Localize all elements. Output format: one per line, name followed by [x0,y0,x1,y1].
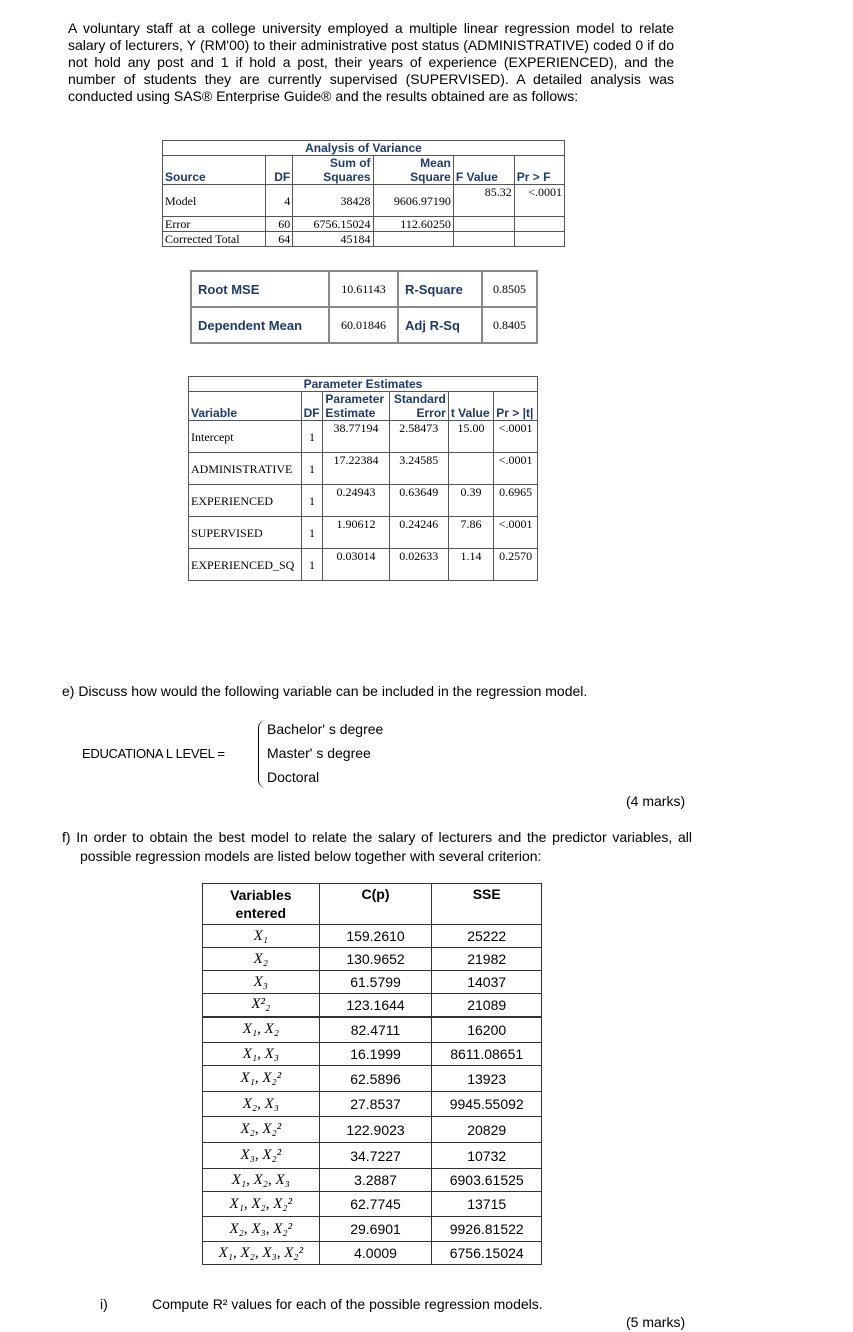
table-row [203,1143,542,1169]
criteria-table [202,883,542,1265]
intro-paragraph: A voluntary staff at a college university employed a multiple linear regression model to relate salary of lecturers, Y (RM'00) to their administrative post status (ADMINISTRATIVE) coded 0 if do not hold any post and 1 if hold a post, their years of experience (EXPERIENCED), and the number of students they are currently supervised (SUPERVISED). A detailed analysis was conducted using SAS® Enterprise Guide® and the results obtained are as follows: [68,20,674,104]
table-cell: Error [163,217,266,232]
table-cell: X₁, X₂, X₃, X₂² [203,1242,320,1265]
table-cell: 61.5799 [319,971,432,994]
table-cell: 9606.97190 [373,185,453,217]
table-cell: 1 [301,517,323,549]
table-cell: 38.77194 [323,421,389,453]
table-cell [453,232,514,247]
table-cell: 4.0009 [319,1242,432,1265]
table-cell: 34.7227 [319,1143,432,1169]
table-cell: X₁, X₃ [203,1043,320,1066]
table-row [203,1192,542,1217]
table-cell: 60 [266,217,293,232]
educational-level-label: EDUCATIONA L LEVEL = [82,746,225,761]
table-cell: 10732 [432,1143,542,1169]
parameter-estimates-table [188,376,538,581]
param-title: Parameter Estimates [189,377,538,392]
question-i: Compute R² values for each of the possible regression models. [152,1296,543,1312]
table-cell: <.0001 [494,421,538,453]
dep-mean-value: 60.01846 [329,307,398,343]
table-cell: 9926.81522 [432,1217,542,1242]
table-row [203,1043,542,1066]
table-row [203,1242,542,1265]
table-cell: X₂, X₃, X₂² [203,1217,320,1242]
table-cell: 16.1999 [319,1043,432,1066]
table-cell: 13715 [432,1192,542,1217]
option-master: Master' s degree [267,745,371,761]
criteria-table-body [203,925,542,1265]
table-cell: X₁, X₂ [203,1017,320,1043]
table-row [203,971,542,994]
table-cell: X₁ [203,925,320,948]
table-cell: 25222 [432,925,542,948]
table-cell [373,232,453,247]
anova-table [162,140,565,247]
table-cell: 0.03014 [323,549,389,581]
root-mse-label: Root MSE [191,271,329,307]
table-cell: 0.39 [448,485,493,517]
table-row [203,1092,542,1117]
rsq-value: 0.8505 [482,271,537,307]
table-row [203,1117,542,1143]
header-variables: Variables entered [203,884,320,925]
table-cell [453,217,514,232]
table-cell [514,232,564,247]
table-cell: 7.86 [448,517,493,549]
table-cell: 29.6901 [319,1217,432,1242]
table-cell: X₂, X₂² [203,1117,320,1143]
table-cell: 122.9023 [319,1117,432,1143]
rsq-label: R-Square [398,271,482,307]
table-cell: 130.9652 [319,948,432,971]
table-cell: 82.4711 [319,1017,432,1043]
adj-rsq-label: Adj R-Sq [398,307,482,343]
table-cell: ADMINISTRATIVE [189,453,302,485]
adj-rsq-value: 0.8405 [482,307,537,343]
table-cell: Model [163,185,266,217]
table-cell: 27.8537 [319,1092,432,1117]
table-cell: 112.60250 [373,217,453,232]
table-cell: 21089 [432,994,542,1017]
table-row [203,1217,542,1242]
anova-header-ms: Mean Square [373,156,453,185]
table-cell: <.0001 [494,517,538,549]
marks-i: (5 marks) [626,1314,686,1330]
param-header-p: Pr > |t| [494,392,538,421]
table-cell: X₁, X₂² [203,1066,320,1092]
table-cell: 8611.08651 [432,1043,542,1066]
table-cell: 13923 [432,1066,542,1092]
param-header-se: Standard Error [389,392,448,421]
header-cp: C(p) [319,884,432,925]
marks-e: (4 marks) [626,793,686,809]
option-bachelor: Bachelor' s degree [267,721,384,737]
table-cell: 9945.55092 [432,1092,542,1117]
table-cell: 45184 [293,232,373,247]
table-cell: 0.6965 [494,485,538,517]
root-mse-value: 10.61143 [329,271,398,307]
question-e: e) Discuss how would the following variable can be included in the regression model. [62,683,588,699]
table-cell: 1 [301,485,323,517]
table-cell: 38428 [293,185,373,217]
dep-mean-label: Dependent Mean [191,307,329,343]
table-cell: <.0001 [514,185,564,217]
table-cell: 6756.15024 [293,217,373,232]
table-cell: 123.1644 [319,994,432,1017]
table-cell: 64 [266,232,293,247]
anova-header-df: DF [266,156,293,185]
table-cell: 4 [266,185,293,217]
table-row [203,1169,542,1192]
table-cell: Intercept [189,421,302,453]
table-cell: Corrected Total [163,232,266,247]
anova-header-source: Source [163,156,266,185]
param-header-df: DF [301,392,323,421]
table-cell: 1.90612 [323,517,389,549]
table-cell: 0.63649 [389,485,448,517]
table-cell: EXPERIENCED_SQ [189,549,302,581]
table-cell: 2.58473 [389,421,448,453]
table-cell [448,453,493,485]
table-cell: X₃ [203,971,320,994]
table-cell [514,217,564,232]
option-doctoral: Doctoral [267,769,320,785]
table-cell: X₃, X₂² [203,1143,320,1169]
table-cell: 159.2610 [319,925,432,948]
table-row [203,925,542,948]
table-cell: 15.00 [448,421,493,453]
param-header-estimate: Parameter Estimate [323,392,389,421]
table-cell: 62.5896 [319,1066,432,1092]
table-cell: 0.24943 [323,485,389,517]
options-brace [258,720,267,788]
table-cell: 16200 [432,1017,542,1043]
table-row [203,1017,542,1043]
table-cell: 0.24246 [389,517,448,549]
table-cell: X²₂ [203,994,320,1017]
question-i-number: i) [100,1296,108,1312]
table-cell: 1 [301,549,323,581]
table-cell: 1 [301,453,323,485]
anova-header-ss: Sum of Squares [293,156,373,185]
table-cell: 0.02633 [389,549,448,581]
table-cell: SUPERVISED [189,517,302,549]
anova-header-f: F Value [453,156,514,185]
table-cell: 85.32 [453,185,514,217]
table-cell: 17.22384 [323,453,389,485]
table-cell: 6756.15024 [432,1242,542,1265]
table-cell: 0.2570 [494,549,538,581]
table-cell: <.0001 [494,453,538,485]
table-row [203,994,542,1017]
table-cell: EXPERIENCED [189,485,302,517]
anova-title: Analysis of Variance [163,141,565,156]
table-cell: 1.14 [448,549,493,581]
table-row [203,1066,542,1092]
fit-statistics-table [190,270,538,344]
table-cell: X₁, X₂, X₂² [203,1192,320,1217]
anova-header-p: Pr > F [514,156,564,185]
table-row [203,948,542,971]
table-cell: X₂ [203,948,320,971]
table-cell: 6903.61525 [432,1169,542,1192]
param-header-variable: Variable [189,392,302,421]
header-sse: SSE [432,884,542,925]
question-f: f) In order to obtain the best model to relate the salary of lecturers and the predictor variables, all possible regression models are listed below together with several criterion: [62,829,692,864]
table-cell: X₂, X₃ [203,1092,320,1117]
table-cell: 1 [301,421,323,453]
table-cell: X₁, X₂, X₃ [203,1169,320,1192]
table-cell: 21982 [432,948,542,971]
table-cell: 62.7745 [319,1192,432,1217]
table-cell: 14037 [432,971,542,994]
table-cell: 3.2887 [319,1169,432,1192]
param-header-t: t Value [448,392,493,421]
table-cell: 3.24585 [389,453,448,485]
table-cell: 20829 [432,1117,542,1143]
